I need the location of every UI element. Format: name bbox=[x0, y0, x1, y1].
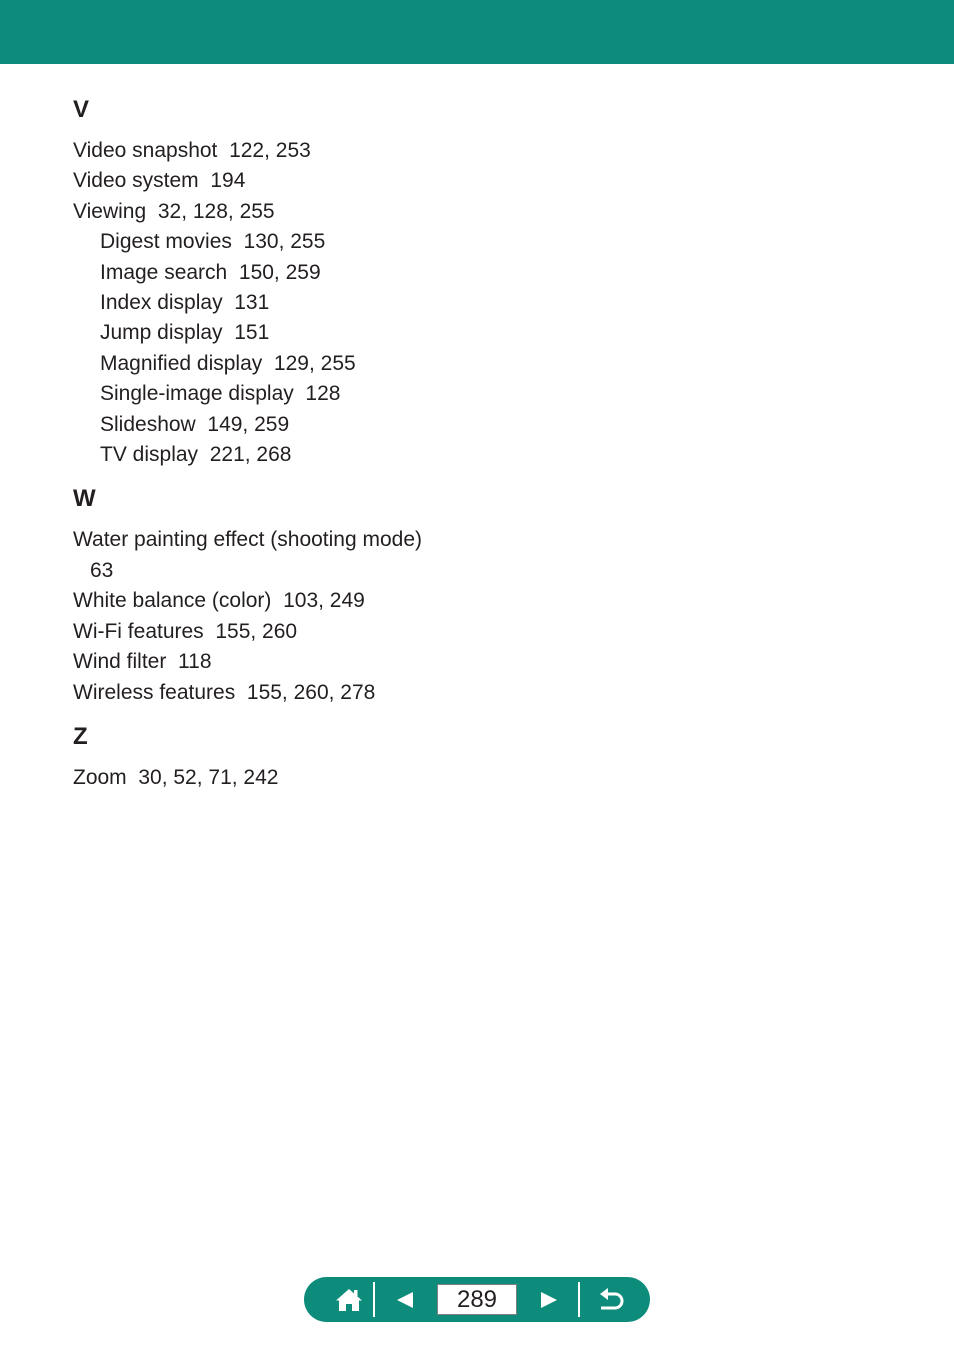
index-subentry[interactable]: TV display 221, 268 bbox=[100, 443, 292, 467]
index-entry[interactable]: Water painting effect (shooting mode) bbox=[73, 528, 423, 552]
index-entry[interactable]: Viewing 32, 128, 255 bbox=[73, 199, 275, 223]
index-entry[interactable]: Video snapshot 122, 253 bbox=[73, 139, 311, 162]
index-subentry[interactable]: Index display 131 bbox=[100, 291, 270, 315]
index-section-z bbox=[73, 721, 893, 793]
header-bar bbox=[0, 0, 954, 64]
page-number: 289 bbox=[437, 1284, 517, 1315]
index-subentry[interactable]: Magnified display 129, 255 bbox=[100, 351, 356, 375]
index-subentry[interactable]: Image search 150, 259 bbox=[100, 260, 321, 284]
home-button[interactable] bbox=[324, 1277, 374, 1322]
index-subentry[interactable]: Single-image display 128 bbox=[100, 382, 341, 406]
index-entry[interactable]: White balance (color) 103, 249 bbox=[73, 589, 365, 613]
index-section-v bbox=[73, 94, 893, 470]
bottom-navigation bbox=[304, 1277, 650, 1322]
index-entry[interactable]: Wi-Fi features 155, 260 bbox=[73, 619, 298, 643]
triangle-left-icon bbox=[395, 1290, 415, 1310]
index-section-w bbox=[73, 483, 893, 707]
home-icon bbox=[335, 1287, 363, 1313]
back-button[interactable] bbox=[586, 1277, 636, 1322]
index-entry[interactable]: Wireless features 155, 260, 278 bbox=[73, 680, 376, 704]
index-entry[interactable]: Video system 194 bbox=[73, 169, 246, 193]
index-content bbox=[73, 94, 893, 806]
previous-page-button[interactable] bbox=[380, 1277, 430, 1322]
index-entry[interactable]: Wind filter 118 bbox=[73, 650, 212, 674]
section-letter: V bbox=[73, 96, 90, 123]
return-arrow-icon bbox=[597, 1288, 625, 1312]
index-subentry[interactable]: Digest movies 130, 255 bbox=[100, 230, 326, 254]
section-letter: W bbox=[73, 485, 96, 513]
next-page-button[interactable] bbox=[524, 1277, 574, 1322]
section-letter: Z bbox=[73, 722, 88, 750]
index-entry[interactable]: 63 bbox=[90, 558, 114, 582]
index-subentry[interactable]: Jump display 151 bbox=[100, 321, 270, 345]
triangle-right-icon bbox=[539, 1290, 559, 1310]
nav-separator bbox=[578, 1282, 580, 1317]
nav-separator bbox=[373, 1282, 375, 1317]
index-entry[interactable]: Zoom 30, 52, 71, 242 bbox=[73, 765, 279, 789]
index-subentry[interactable]: Slideshow 149, 259 bbox=[100, 412, 290, 436]
